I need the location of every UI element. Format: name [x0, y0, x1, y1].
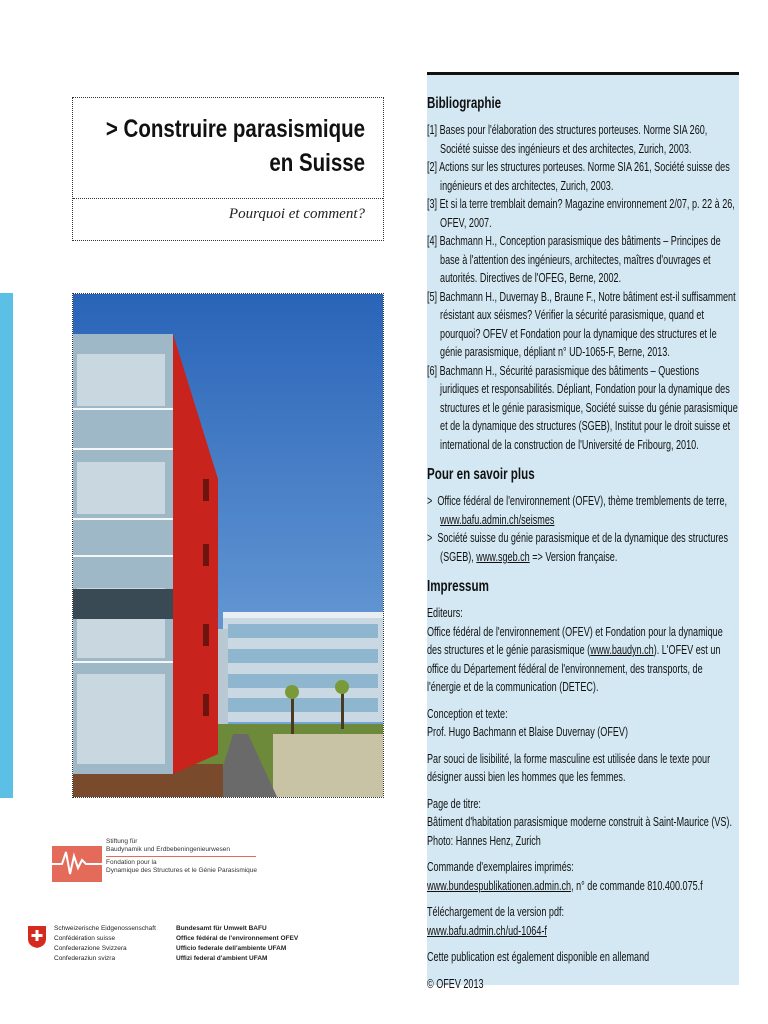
bibliography-item: [2] Actions sur les structures porteuses. Norme SIA 261, Société suisse des ingénieurs et des architectes, Zurich, 2003. — [427, 160, 730, 193]
conf-line: Schweizerische Eidgenossenschaft — [54, 925, 156, 932]
bafu-seismes-link[interactable]: www.bafu.admin.ch/seismes — [440, 512, 555, 527]
more-info-heading: Pour en savoir plus — [427, 466, 535, 483]
bibliography-item: [3] Et si la terre tremblait demain? Magazine environnement 2/07, p. 22 à 26, OFEV, 2007. — [427, 197, 735, 230]
bibliography-item: [1] Bases pour l'élaboration des structures porteuses. Norme SIA 260, Société suisse des ingénieurs et des architectes, Zurich, 2003. — [427, 123, 708, 156]
more-info-text: Société suisse du génie parasismique et de la dynamique des structures (SGEB), — [437, 531, 728, 564]
baudyn-link[interactable]: www.baudyn.ch — [590, 643, 654, 657]
conf-line: Confederazione Svizzera — [54, 945, 127, 952]
bibliography-item: [5] Bachmann H., Duvernay B., Braune F., Notre bâtiment est-il suffisamment résistant aux séismes? Vérifier la sécurité parasismique, quand et pourquoi? OFEV et Fondation pour la dynamique des structures et le génie parasismique, dépliant n° UD-1065-F, Berne, 2013. — [427, 289, 736, 359]
office-line: Uffizi federal d'ambient UFAM — [176, 955, 268, 962]
pdf-label: Téléchargement de la version pdf: — [427, 905, 565, 919]
commande-label: Commande d'exemplaires imprimés: — [427, 860, 574, 874]
german-availability-note: Cette publication est également disponible en allemand — [427, 950, 650, 964]
impressum-heading: Impressum — [427, 578, 489, 595]
pdf-block — [427, 903, 739, 940]
bibliography-item: [6] Bachmann H., Sécurité parasismique des bâtiments – Questions juridiques et responsabilités. Dépliant, Fondation pour la dynamique des structures et le génie parasismique, Société suisse du génie parasismique et de la dynamique des structures (SGEB), Institut pour le droit suisse et international de la construction de l'Université de Fribourg, 2010. — [427, 363, 738, 452]
photo-credit: Photo: Hannes Henz, Zurich — [427, 833, 541, 848]
page-titre-label: Page de titre: — [427, 796, 481, 811]
lisibilite-note: Par souci de lisibilité, la forme masculine est utilisée dans le texte pour désigner aussi bien les hommes que les femmes. — [427, 751, 711, 784]
bundespublikationen-link[interactable]: www.bundespublikationen.admin.ch — [427, 878, 572, 893]
title-line-2: en Suisse — [269, 149, 365, 177]
sgeb-link[interactable]: www.sgeb.ch — [476, 549, 530, 564]
swiss-flag-icon — [28, 926, 46, 948]
editeurs-label: Editeurs: — [427, 606, 463, 620]
bibliography-heading: Bibliographie — [427, 95, 502, 112]
more-info-text: Office fédéral de l'environnement (OFEV), thème tremblements de terre, — [437, 494, 728, 508]
office-line: Bundesamt für Umwelt BAFU — [176, 925, 267, 932]
title-line-1: > Construire parasismique — [105, 115, 365, 143]
editeurs-text: Office fédéral de l'environnement (OFEV) et Fondation pour la dynamique des structures et le génie parasismique ( — [427, 624, 723, 657]
bibliography-item: [4] Bachmann H., Conception parasismique des bâtiments – Principes de base à l'attention des ingénieurs, architectes, maîtres d'ouvrages et autorités. Directives de l'OFEG, Berne, 2002. — [427, 234, 721, 285]
conception-block — [427, 705, 739, 742]
title-divider — [73, 198, 383, 199]
page-titre-block — [427, 795, 739, 851]
conception-label: Conception et texte: — [427, 706, 508, 721]
info-panel — [427, 72, 739, 991]
sgeb-line: Baudynamik und Erdbebeningenieurwesen — [106, 846, 230, 853]
copyright: © OFEV 2013 — [427, 976, 484, 991]
subtitle: Pourquoi et comment? — [228, 206, 365, 222]
commande-number: , n° de commande 810.400.075.f — [571, 878, 703, 893]
more-info-item: > Office fédéral de l'environnement (OFEV), thème tremblements de terre, www.bafu.admin.ch/seismes — [427, 494, 728, 527]
sgeb-line: Fondation pour la — [106, 859, 157, 866]
sgeb-line: Stiftung für — [106, 838, 138, 845]
conception-text: Prof. Hugo Bachmann et Blaise Duvernay (OFEV) — [427, 725, 628, 739]
confederation-logo — [28, 924, 328, 974]
editeurs-text: ). L'OFEV est un office du Département fédéral de l'environnement, des transports, de l'énergie et de la communication (DETEC). — [427, 643, 721, 694]
conf-line: Confédération suisse — [54, 935, 116, 942]
seismograph-icon — [52, 838, 102, 884]
commande-block — [427, 858, 739, 895]
more-info-item: > Société suisse du génie parasismique et de la dynamique des structures (SGEB), www.sgeb.ch => Version française. — [427, 531, 728, 564]
conf-line: Confederaziun svizra — [54, 955, 116, 962]
more-info-text: => Version française. — [529, 549, 618, 564]
page-title — [106, 112, 365, 180]
left-accent-bar — [0, 293, 13, 798]
title-box — [72, 97, 384, 241]
sgeb-logo — [52, 838, 272, 888]
office-line: Ufficio federale dell'ambiente UFAM — [176, 945, 287, 952]
pdf-download-link[interactable]: www.bafu.admin.ch/ud-1064-f — [427, 923, 547, 938]
editeurs-block — [427, 604, 739, 697]
page-titre-text: Bâtiment d'habitation parasismique moderne construit à Saint-Maurice (VS). — [427, 815, 732, 829]
sgeb-line: Dynamique des Structures et le Génie Parasismique — [106, 867, 258, 874]
office-line: Office fédéral de l'environnement OFEV — [176, 935, 299, 942]
cover-photo — [72, 293, 384, 798]
